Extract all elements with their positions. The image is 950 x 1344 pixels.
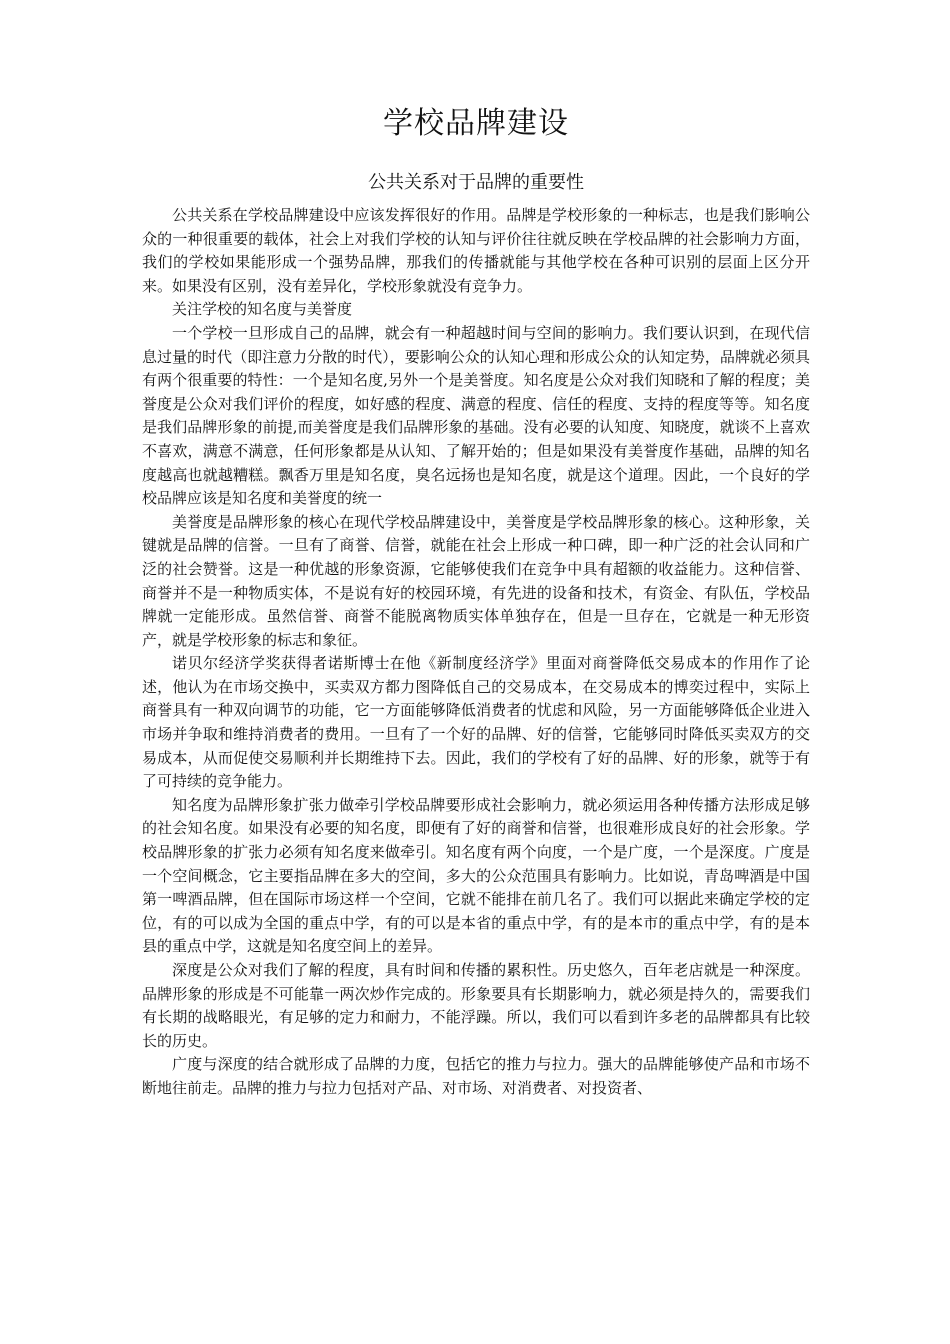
paragraph-2: 关注学校的知名度与美誉度: [172, 300, 353, 319]
paragraph-6: 知名度为品牌形象扩张力做牵引学校品牌要形成社会影响力，就必须运用各种传播方法形成足够的社会知名度。如果没有必要的知名度，即便有了好的商誉和信誉，也很难形成良好的社会形象。学校品牌形象的扩张力必须有知名度来做牵引。知名度有两个向度，一个是广度，一个是深度。广度是一个空间概念，它主要指品牌在多大的空间，多大的公众范围具有影响力。比如说，青岛啤酒是中国第一啤酒品牌，但在国际市场这样一个空间，它就不能排在前几名了。我们可以据此来确定学校的定位，有的可以成为全国的重点中学，有的可以是本省的重点中学，有的是本市的重点中学，有的是本县的重点中学，这就是知名度空间上的差异。: [142, 795, 810, 956]
paragraph-8: 广度与深度的结合就形成了品牌的力度，包括它的推力与拉力。强大的品牌能够使产品和市场不断地往前走。品牌的推力与拉力包括对产品、对市场、对消费者、对投资者、: [142, 1055, 810, 1097]
paragraph-1: 公共关系在学校品牌建设中应该发挥很好的作用。品牌是学校形象的一种标志，也是我们影响公众的一种很重要的载体，社会上对我们学校的认知与评价往往就反映在学校品牌的社会影响力方面，我们的学校如果能形成一个强势品牌，那我们的传播就能与其他学校在各种可识别的层面上区分开来。如果没有区别，没有差异化，学校形象就没有竞争力。: [142, 206, 810, 295]
section-heading: 公共关系对于品牌的重要性: [368, 172, 584, 193]
document-title: 学校品牌建设: [383, 106, 569, 141]
paragraph-5: 诺贝尔经济学奖获得者诺斯博士在他《新制度经济学》里面对商誉降低交易成本的作用作了论述，他认为在市场交换中，买卖双方都力图降低自己的交易成本，在交易成本的博奕过程中，实际上商誉具有一种双向调节的功能，它一方面能够降低消费者的忧虑和风险，另一方面能够降低企业进入市场并争取和维持消费者的费用。一旦有了一个好的品牌、好的信誉，它能够同时降低买卖双方的交易成本，从而促使交易顺利并长期维持下去。因此，我们的学校有了好的品牌、好的形象，就等于有了可持续的竞争能力。: [142, 654, 810, 791]
paragraph-3: 一个学校一旦形成自己的品牌，就会有一种超越时间与空间的影响力。我们要认识到，在现代信息过量的时代（即注意力分散的时代），要影响公众的认知心理和形成公众的认知定势，品牌就必须具有两个很重要的特性：一个是知名度,另外一个是美誉度。知名度是公众对我们知晓和了解的程度；美誉度是公众对我们评价的程度，如好感的程度、满意的程度、信任的程度、支持的程度等等。知名度是我们品牌形象的前提,而美誉度是我们品牌形象的基础。没有必要的认知度、知晓度，就谈不上喜欢不喜欢，满意不满意，任何形象都是从认知、了解开始的；但是如果没有美誉度作基础，品牌的知名度越高也就越糟糕。飘香万里是知名度，臭名远扬也是知名度，就是这个道理。因此，一个良好的学校品牌应该是知名度和美誉度的统一: [142, 323, 810, 508]
paragraph-4: 美誉度是品牌形象的核心在现代学校品牌建设中，美誉度是学校品牌形象的核心。这种形象，关键就是品牌的信誉。一旦有了商誉、信誉，就能在社会上形成一种口碑，即一种广泛的社会认同和广泛的社会赞誉。这是一种优越的形象资源，它能够使我们在竞争中具有超额的收益能力。这种信誉、商誉并不是一种物质实体，不是说有好的校园环境，有先进的设备和技术，有资金、有队伍，学校品牌就一定能形成。虽然信誉、商誉不能脱离物质实体单独存在，但是一旦存在，它就是一种无形资产，就是学校形象的标志和象征。: [142, 512, 810, 649]
paragraph-7: 深度是公众对我们了解的程度，具有时间和传播的累积性。历史悠久，百年老店就是一种深度。品牌形象的形成是不可能靠一两次炒作完成的。形象要具有长期影响力，就必须是持久的，需要我们有长期的战略眼光，有足够的定力和耐力，不能浮躁。所以，我们可以看到许多老的品牌都具有比较长的历史。: [142, 961, 810, 1050]
